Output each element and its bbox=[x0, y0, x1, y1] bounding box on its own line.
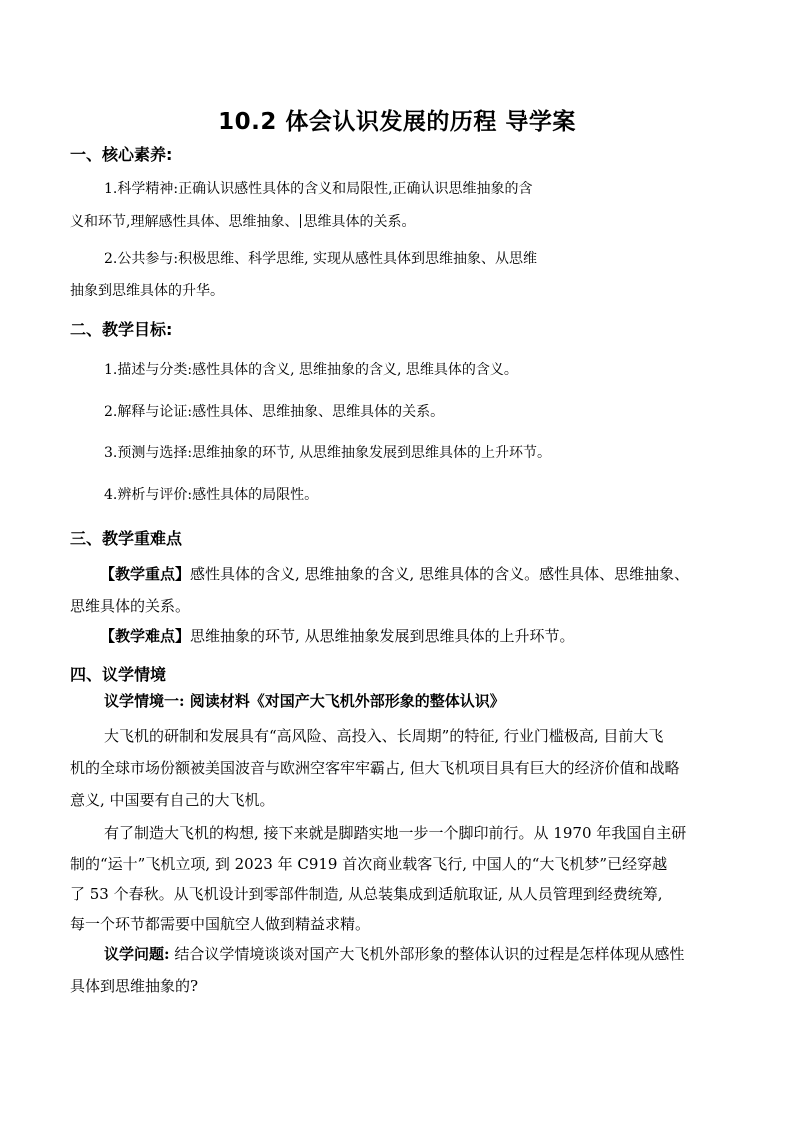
page-title: 10.2 体会认识发展的历程 导学案 bbox=[218, 109, 576, 135]
learning-question-line-1: 议学问题: 结合议学情境谈谈对国产大飞机外部形象的整体认识的过程是怎样体现从感性 bbox=[104, 945, 685, 963]
teaching-key-point-line-2: 思维具体的关系。 bbox=[70, 597, 191, 615]
teaching-difficult-point: 【教学难点】思维抽象的环节, 从思维抽象发展到思维具体的上升环节。 bbox=[100, 627, 575, 645]
scenario-paragraph-1-line: 大飞机的研制和发展具有“高风险、高投入、长周期”的特征, 行业门槛极高, 目前大飞 bbox=[104, 727, 664, 745]
scenario-paragraph-2-line: 每一个环节都需要中国航空人做到精益求精。 bbox=[70, 915, 371, 933]
core-literacy-item-1-line-2: 义和环节,理解感性具体、思维抽象、 思维具体的关系。 bbox=[70, 214, 416, 230]
core-literacy-item-2-line-1: 2.公共参与:积极思维、科学思维, 实现从感性具体到思维抽象、从思维 bbox=[104, 251, 537, 267]
teaching-goal-item: 4.辨析与评价:感性具体的局限性。 bbox=[104, 487, 319, 503]
core-literacy-item-2-line-2: 抽象到思维具体的升华。 bbox=[70, 283, 224, 299]
scenario-paragraph-1-line: 意义, 中国要有自己的大飞机。 bbox=[70, 791, 275, 809]
teaching-goal-item: 3.预测与选择:思维抽象的环节, 从思维抽象发展到思维具体的上升环节。 bbox=[104, 445, 551, 461]
teaching-key-point-line-1: 【教学重点】感性具体的含义, 思维抽象的含义, 思维具体的含义。感性具体、思维抽象、 bbox=[100, 565, 690, 583]
teaching-key-point-label: 【教学重点】 bbox=[100, 565, 191, 583]
teaching-difficult-point-label: 【教学难点】 bbox=[100, 627, 191, 645]
scenario-paragraph-2-line: 了 53 个春秋。从飞机设计到零部件制造, 从总装集成到适航取证, 从人员管理到经费统筹, bbox=[70, 885, 663, 903]
learning-question-line-2: 具体到思维抽象的? bbox=[70, 977, 199, 995]
core-literacy-item-1-line-1: 1.科学精神:正确认识感性具体的含义和局限性,正确认识思维抽象的含 bbox=[104, 181, 533, 197]
text-cursor bbox=[300, 214, 301, 228]
scenario-paragraph-2-line: 有了制造大飞机的构想, 接下来就是脚踏实地一步一个脚印前行。从 1970 年我国自主研 bbox=[104, 824, 687, 842]
section-heading-core-literacy: 一、核心素养: bbox=[70, 145, 173, 164]
scenario-paragraph-1-line: 机的全球市场份额被美国波音与欧洲空客牢牢霸占, 但大飞机项目具有巨大的经济价值和战略 bbox=[70, 759, 680, 777]
section-heading-teaching-goals: 二、教学目标: bbox=[70, 320, 173, 339]
teaching-goal-item: 1.描述与分类:感性具体的含义, 思维抽象的含义, 思维具体的含义。 bbox=[104, 362, 518, 378]
teaching-goal-item: 2.解释与论证:感性具体、思维抽象、思维具体的关系。 bbox=[104, 404, 445, 420]
learning-question-label: 议学问题: bbox=[104, 945, 170, 963]
section-heading-key-difficult-points: 三、教学重难点 bbox=[70, 529, 183, 548]
scenario-title: 议学情境一: 阅读材料《对国产大飞机外部形象的整体认识》 bbox=[104, 692, 505, 710]
scenario-paragraph-2-line: 制的“运十”飞机立项, 到 2023 年 C919 首次商业载客飞行, 中国人的“大飞机梦”已经穿越 bbox=[70, 855, 668, 873]
section-heading-learning-scenario: 四、议学情境 bbox=[70, 665, 167, 684]
